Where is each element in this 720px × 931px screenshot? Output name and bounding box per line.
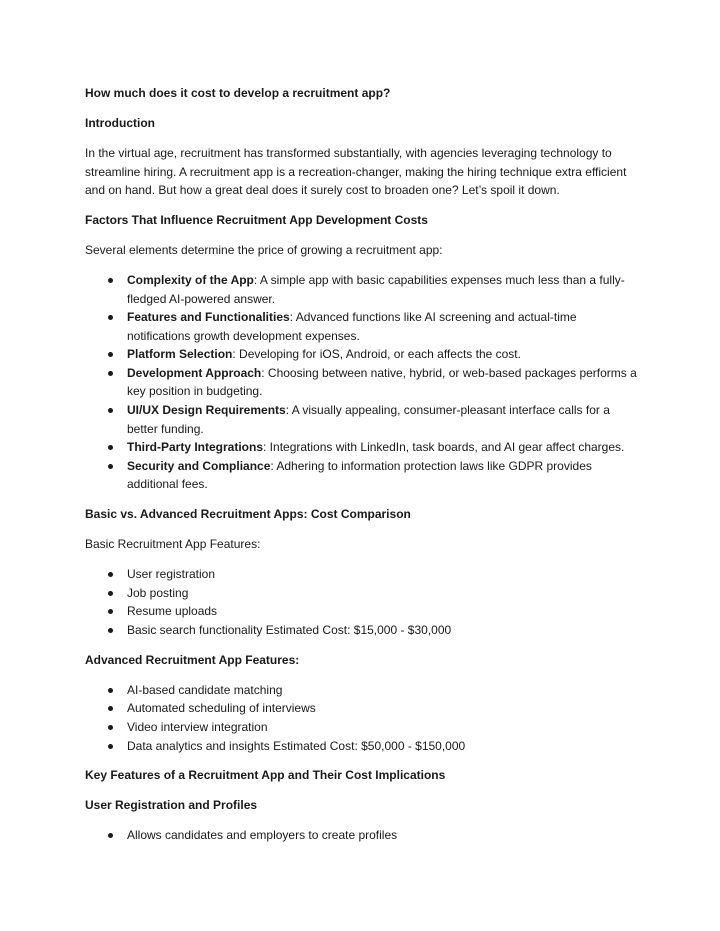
list-item bbox=[85, 826, 640, 845]
intro-heading: Introduction bbox=[85, 116, 155, 131]
document-title: How much does it cost to develop a recruitment app? bbox=[85, 86, 391, 100]
advanced-feature-text: Data analytics and insights Estimated Cost: $50,000 - $150,000 bbox=[127, 738, 466, 753]
list-item bbox=[85, 345, 640, 364]
list-item bbox=[85, 621, 640, 640]
list-item bbox=[85, 364, 640, 401]
list-item bbox=[85, 718, 640, 737]
factor-text: : Adhering to information protection laws like GDPR provides additional fees. bbox=[127, 458, 592, 492]
bullet-icon bbox=[108, 744, 113, 749]
bullet-icon bbox=[108, 725, 113, 730]
comparison-heading: Basic vs. Advanced Recruitment Apps: Cost Comparison bbox=[85, 507, 411, 522]
list-item bbox=[85, 308, 640, 345]
factor-term: Platform Selection bbox=[127, 347, 233, 362]
factors-heading: Factors That Influence Recruitment App Development Costs bbox=[85, 213, 428, 228]
list-item bbox=[85, 271, 640, 308]
bullet-icon bbox=[108, 371, 113, 376]
basic-features-list bbox=[85, 565, 640, 639]
bullet-icon bbox=[108, 628, 113, 633]
bullet-icon bbox=[108, 464, 113, 469]
factor-text: : A simple app with basic capabilities expenses much less than a fully-fledged AI-powered answer. bbox=[127, 272, 625, 306]
document-page bbox=[85, 84, 640, 845]
basic-feature-text: User registration bbox=[127, 567, 216, 582]
factor-term: Development Approach bbox=[127, 365, 262, 380]
bullet-icon bbox=[108, 833, 113, 838]
bullet-icon bbox=[108, 352, 113, 357]
bullet-icon bbox=[108, 408, 113, 413]
user-registration-list bbox=[85, 826, 640, 845]
list-item bbox=[85, 602, 640, 621]
basic-feature-text: Resume uploads bbox=[127, 604, 218, 619]
factor-term: UI/UX Design Requirements bbox=[127, 403, 286, 418]
key-features-heading: Key Features of a Recruitment App and Their Cost Implications bbox=[85, 768, 446, 783]
bullet-icon bbox=[108, 688, 113, 693]
factor-text: : Developing for iOS, Android, or each affects the cost. bbox=[232, 347, 521, 362]
factor-text: : A visually appealing, consumer-pleasant interface calls for a better funding. bbox=[127, 403, 610, 436]
intro-paragraph: In the virtual age, recruitment has transformed substantially, with agencies leveraging technology to streamline hiring. A recruitment app is a recreation-changer, making the hiring technique extra efficient and on hand. But how a great deal does it surely cost to broaden one? Let’s spoil it down. bbox=[85, 146, 627, 198]
bullet-icon bbox=[108, 315, 113, 320]
key-feature-text: Allows candidates and employers to create profiles bbox=[127, 828, 398, 843]
factor-text: : Integrations with LinkedIn, task boards, and AI gear affect charges. bbox=[263, 440, 625, 455]
factors-list bbox=[85, 271, 640, 494]
basic-feature-text: Job posting bbox=[127, 585, 189, 600]
advanced-features-list bbox=[85, 681, 640, 755]
advanced-feature-text: Automated scheduling of interviews bbox=[127, 701, 316, 716]
advanced-features-heading: Advanced Recruitment App Features: bbox=[85, 652, 300, 667]
bullet-icon bbox=[108, 278, 113, 283]
factor-term: Third-Party Integrations bbox=[127, 440, 264, 455]
bullet-icon bbox=[108, 706, 113, 711]
list-item bbox=[85, 584, 640, 603]
list-item bbox=[85, 699, 640, 718]
list-item bbox=[85, 401, 640, 438]
factor-text: : Choosing between native, hybrid, or web-based packages performs a key position in budgeting. bbox=[127, 365, 637, 399]
list-item bbox=[85, 565, 640, 584]
bullet-icon bbox=[108, 609, 113, 614]
bullet-icon bbox=[108, 572, 113, 577]
basic-features-lead: Basic Recruitment App Features: bbox=[85, 537, 261, 552]
list-item bbox=[85, 457, 640, 494]
list-item bbox=[85, 438, 640, 457]
factor-term: Features and Functionalities bbox=[127, 310, 290, 325]
list-item bbox=[85, 681, 640, 700]
bullet-icon bbox=[108, 445, 113, 450]
bullet-icon bbox=[108, 591, 113, 596]
advanced-feature-text: Video interview integration bbox=[127, 719, 268, 734]
factor-term: Security and Compliance bbox=[127, 458, 271, 473]
basic-feature-text: Basic search functionality Estimated Cost: $15,000 - $30,000 bbox=[127, 622, 452, 637]
list-item bbox=[85, 737, 640, 756]
factor-term: Complexity of the App bbox=[127, 272, 254, 287]
factor-text: : Advanced functions like AI screening and actual-time notifications growth development expenses. bbox=[127, 310, 577, 343]
factors-lead: Several elements determine the price of growing a recruitment app: bbox=[85, 243, 443, 258]
user-registration-heading: User Registration and Profiles bbox=[85, 798, 258, 813]
advanced-feature-text: AI-based candidate matching bbox=[127, 682, 283, 697]
